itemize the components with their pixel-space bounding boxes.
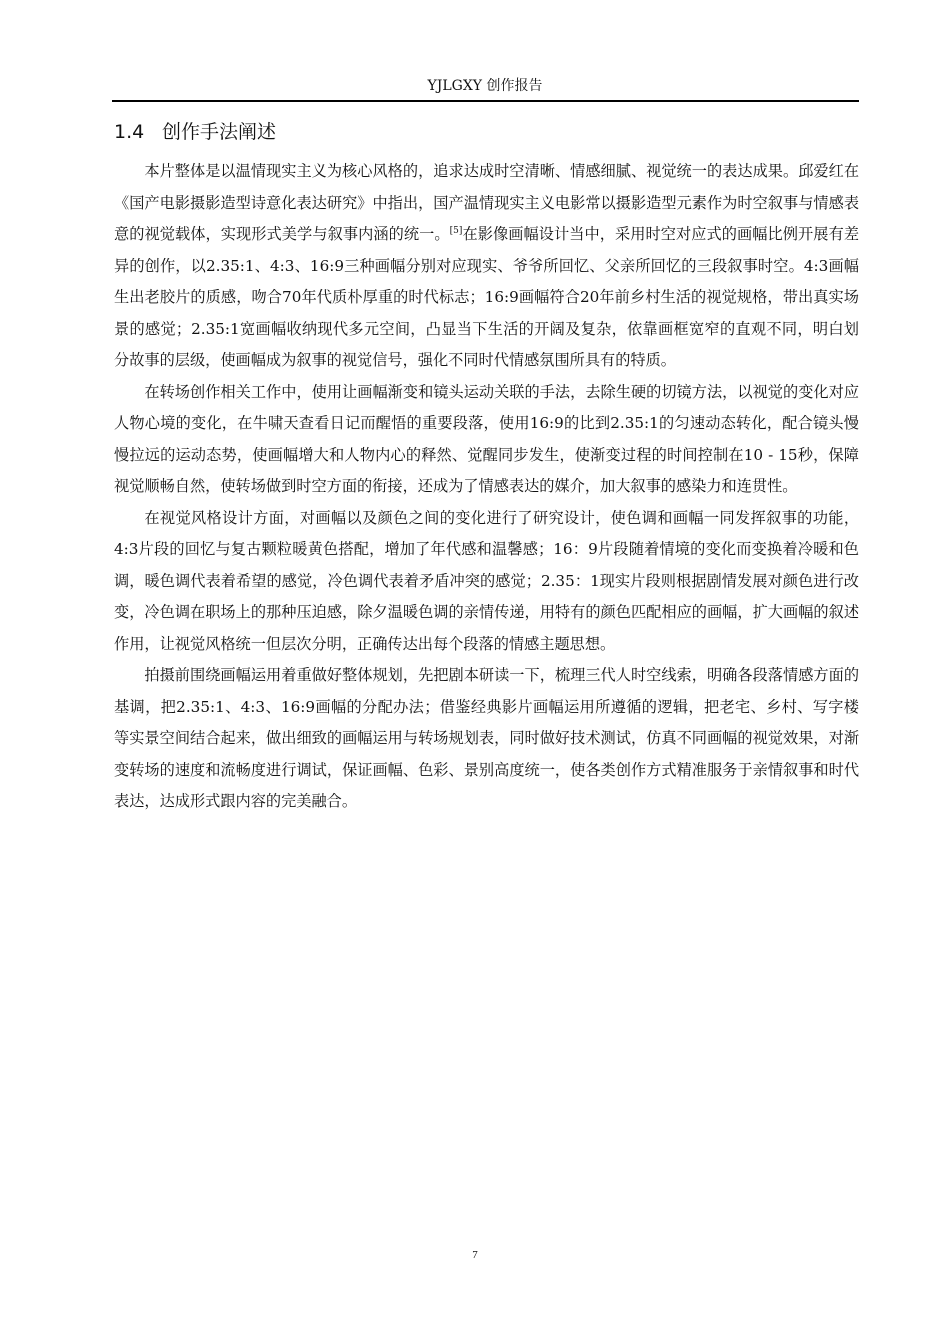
page-header: YJLGXY 创作报告: [427, 78, 543, 94]
section-title: 创作手法阐述: [162, 121, 277, 143]
paragraph-1-part-a: 本片整体是以温情现实主义为核心风格的，追求达成时空清晰、情感细腻、视觉统一的表达成果。邱爱红在《国产电影摄影造型诗意化表达研究》中指出，国产温情现实主义电影常以摄影造型元素作为时空叙事与情感表意的视觉载体，实现形式美学与叙事内涵的统一。: [114, 162, 859, 243]
paragraph-3: 在视觉风格设计方面，对画幅以及颜色之间的变化进行了研究设计，使色调和画幅一同发挥叙事的功能，4:3片段的回忆与复古颗粒暖黄色搭配，增加了年代感和温馨感；16：9片段随着情境的变化而变换着冷暖和色调，暖色调代表着希望的感觉，冷色调代表着矛盾冲突的感觉；2.35：1现实片段则根据剧情发展对颜色进行改变，冷色调在职场上的那种压迫感，除夕温暖色调的亲情传递，用特有的颜色匹配相应的画幅，扩大画幅的叙述作用，让视觉风格统一但层次分明，正确传达出每个段落的情感主题思想。: [114, 508, 859, 653]
section-number: 1.4: [114, 121, 145, 143]
paragraph-1: [114, 156, 859, 377]
paragraph-1-part-b: 在影像画幅设计当中，采用时空对应式的画幅比例开展有差异的创作，以2.35:1、4:3、16:9三种画幅分别对应现实、爷爷所回忆、父亲所回忆的三段叙事时空。4:3画幅生出老胶片的质感，吻合70年代质朴厚重的时代标志；16:9画幅符合20年前乡村生活的视觉规格，带出真实场景的感觉；2.35:1宽画幅收纳现代多元空间，凸显当下生活的开阔及复杂，依靠画框宽窄的直观不同，明白划分故事的层级，使画幅成为叙事的视觉信号，强化不同时代情感氛围所具有的特质。: [114, 225, 860, 369]
section-heading: [114, 118, 276, 146]
citation-marker: [5]: [449, 225, 463, 236]
paragraph-4: 拍摄前围绕画幅运用着重做好整体规划，先把剧本研读一下，梳理三代人时空线索，明确各段落情感方面的基调，把2.35:1、4:3、16:9画幅的分配办法；借鉴经典影片画幅运用所遵循的逻辑，把老宅、乡村、写字楼等实景空间结合起来，做出细致的画幅运用与转场规划表，同时做好技术测试，仿真不同画幅的视觉效果，对渐变转场的速度和流畅度进行调试，保证画幅、色彩、景别高度统一，使各类创作方式精准服务于亲情叙事和时代表达，达成形式跟内容的完美融合。: [114, 666, 859, 810]
page-number: 7: [472, 1249, 478, 1261]
header-divider: [112, 100, 859, 102]
paragraph-2: 在转场创作相关工作中，使用让画幅渐变和镜头运动关联的手法，去除生硬的切镜方法，以视觉的变化对应人物心境的变化，在牛啸天查看日记而醒悟的重要段落，使用16:9的比到2.35:1的匀速动态转化，配合镜头慢慢拉远的运动态势，使画幅增大和人物内心的释然、觉醒同步发生，使渐变过程的时间控制在10 - 15秒，保障视觉顺畅自然，使转场做到时空方面的衔接，还成为了情感表达的媒介，加大叙事的感染力和连贯性。: [114, 382, 859, 495]
body-text: [114, 156, 859, 818]
